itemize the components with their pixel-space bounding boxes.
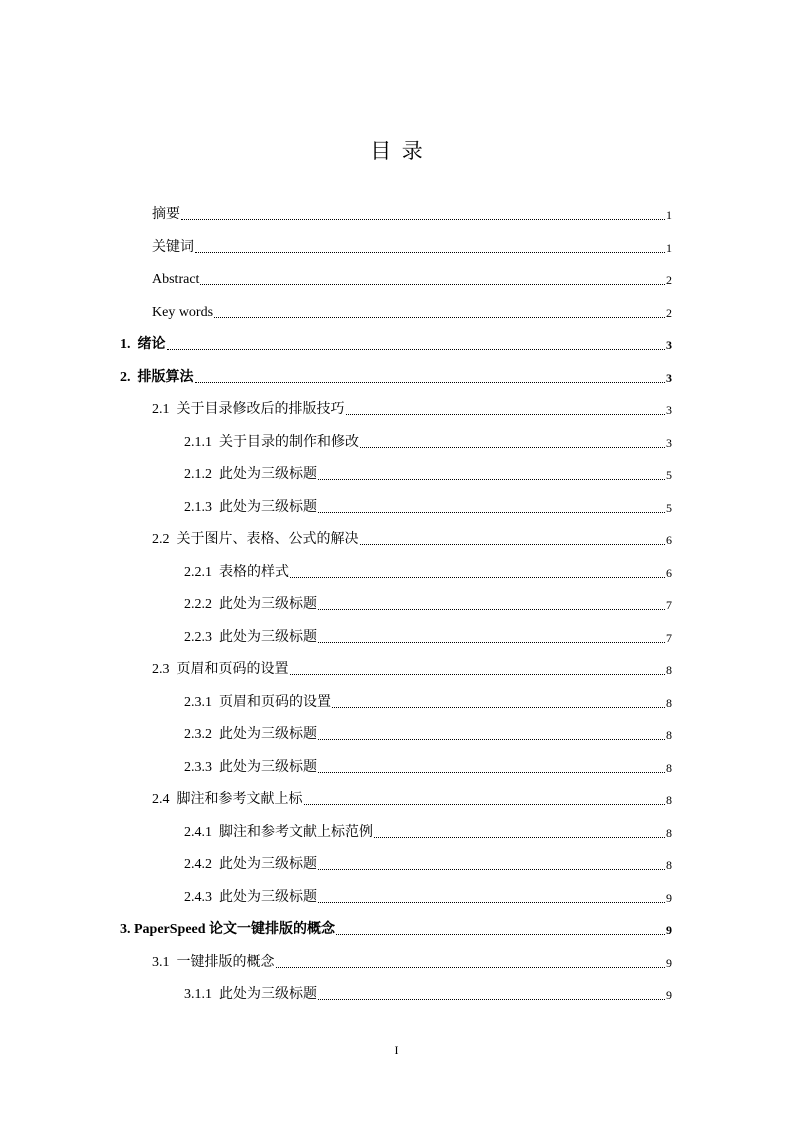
toc-entry-page-number: 3	[666, 370, 672, 385]
toc-entry-label: 2.2.3 此处为三级标题	[184, 629, 317, 645]
toc-entry[interactable]	[184, 846, 672, 878]
toc-entry[interactable]	[184, 716, 672, 748]
toc-entry[interactable]	[152, 391, 672, 423]
toc-entry-label: 2.4.2 此处为三级标题	[184, 857, 317, 872]
toc-entry-label: 2. 排版算法	[120, 369, 194, 385]
toc-entry[interactable]	[184, 586, 672, 618]
toc-entry-label: 2.1.1 关于目录的制作和修改	[184, 434, 359, 450]
toc-entry-label: 1. 绪论	[120, 337, 166, 352]
toc-entry[interactable]	[152, 196, 672, 228]
toc-dot-leader	[318, 478, 665, 480]
toc-dot-leader	[276, 966, 666, 968]
toc-entry[interactable]	[152, 651, 672, 683]
toc-entry[interactable]	[120, 326, 672, 358]
toc-entry[interactable]	[184, 814, 672, 846]
toc-entry-label: 2.2.1 表格的样式	[184, 564, 289, 580]
toc-entry-page-number: 8	[666, 825, 672, 840]
toc-entry[interactable]	[184, 554, 672, 586]
toc-entry-page-number: 8	[666, 793, 672, 807]
toc-entry-label: 2.4 脚注和参考文献上标	[152, 792, 303, 807]
toc-entry-label: 关键词	[152, 239, 194, 255]
toc-entry[interactable]	[184, 684, 672, 716]
page-title: 目 录	[370, 139, 423, 163]
toc-entry-label: Abstract	[152, 272, 200, 287]
toc-entry[interactable]	[152, 229, 672, 261]
toc-entry[interactable]	[152, 944, 672, 976]
toc-entry-label: 3.1 一键排版的概念	[152, 954, 275, 970]
toc-entry[interactable]	[184, 424, 672, 456]
toc-dot-leader	[360, 543, 666, 545]
toc-dot-leader	[290, 576, 665, 578]
toc-entry-label: 2.1.2 此处为三级标题	[184, 467, 317, 482]
toc-dot-leader	[318, 641, 665, 643]
toc-entry-page-number: 8	[666, 858, 672, 872]
toc-dot-leader	[200, 283, 665, 285]
toc-entry-page-number: 7	[666, 598, 672, 612]
toc-entry-label: 摘要	[152, 207, 180, 222]
toc-entry[interactable]	[184, 619, 672, 651]
toc-dot-leader	[181, 218, 665, 220]
toc-entry-page-number: 5	[666, 500, 672, 515]
toc-dot-leader	[336, 933, 665, 935]
toc-dot-leader	[318, 901, 665, 903]
toc-entry[interactable]	[184, 976, 672, 1008]
toc-entry-page-number: 5	[666, 468, 672, 482]
toc-entry-page-number: 6	[666, 565, 672, 580]
toc-dot-leader	[360, 446, 665, 448]
toc-dot-leader	[195, 381, 666, 383]
toc-entry-label: 3.1.1 此处为三级标题	[184, 987, 317, 1002]
toc-entry-label: 2.3.3 此处为三级标题	[184, 759, 317, 775]
toc-entry-page-number: 9	[666, 988, 672, 1002]
toc-entry-page-number: 9	[666, 890, 672, 905]
toc-entry[interactable]	[184, 879, 672, 911]
toc-dot-leader	[318, 608, 665, 610]
toc-entry-page-number: 8	[666, 760, 672, 775]
toc-entry[interactable]	[120, 359, 672, 391]
toc-dot-leader	[304, 803, 666, 805]
toc-entry-label: Key words	[152, 304, 214, 320]
toc-entry[interactable]	[152, 521, 672, 553]
toc-dot-leader	[318, 998, 665, 1000]
toc-entry-label: 2.1.3 此处为三级标题	[184, 499, 317, 515]
toc-entry-page-number: 2	[666, 273, 672, 287]
toc-entry[interactable]	[152, 261, 672, 293]
toc-entry-label: 2.2 关于图片、表格、公式的解决	[152, 532, 359, 547]
toc-entry-page-number: 3	[666, 338, 672, 352]
toc-dot-leader	[332, 706, 665, 708]
toc-entry-page-number: 1	[666, 240, 672, 255]
toc-dot-leader	[318, 738, 665, 740]
toc-dot-leader	[318, 868, 665, 870]
toc-entry-page-number: 8	[666, 728, 672, 742]
toc-entry-page-number: 9	[666, 955, 672, 970]
toc-entry-page-number: 9	[666, 923, 672, 937]
toc-entry-label: 2.4.3 此处为三级标题	[184, 889, 317, 905]
toc-dot-leader	[167, 348, 666, 350]
toc-dot-leader	[318, 511, 665, 513]
toc-entry-page-number: 3	[666, 403, 672, 417]
toc-dot-leader	[290, 673, 666, 675]
toc-entry-page-number: 7	[666, 630, 672, 645]
toc-dot-leader	[214, 316, 665, 318]
toc-entry[interactable]	[152, 781, 672, 813]
toc-dot-leader	[346, 413, 666, 415]
toc-entry-label: 2.3.2 此处为三级标题	[184, 727, 317, 742]
toc-entry-label: 2.3 页眉和页码的设置	[152, 662, 289, 677]
toc-entry-page-number: 6	[666, 533, 672, 547]
toc-entry-label: 2.3.1 页眉和页码的设置	[184, 694, 331, 710]
toc-entry[interactable]	[184, 489, 672, 521]
toc-entry-page-number: 8	[666, 695, 672, 710]
toc-entry-page-number: 2	[666, 305, 672, 320]
toc-entry-page-number: 3	[666, 435, 672, 450]
toc-entry-page-number: 8	[666, 663, 672, 677]
toc-entry-label: 2.4.1 脚注和参考文献上标范例	[184, 824, 373, 840]
toc-entry[interactable]	[152, 294, 672, 326]
toc-entry[interactable]	[184, 749, 672, 781]
toc-dot-leader	[374, 836, 665, 838]
toc-entry-label: 3. PaperSpeed 论文一键排版的概念	[120, 922, 336, 937]
footer-page-number: I	[394, 1043, 399, 1057]
toc-entry[interactable]	[120, 911, 672, 943]
toc-entry-label: 2.2.2 此处为三级标题	[184, 597, 317, 612]
toc-dot-leader	[195, 251, 665, 253]
toc-entry-label: 2.1 关于目录修改后的排版技巧	[152, 402, 345, 417]
toc-entry-page-number: 1	[666, 208, 672, 222]
toc-dot-leader	[318, 771, 665, 773]
toc-entry[interactable]	[184, 456, 672, 488]
